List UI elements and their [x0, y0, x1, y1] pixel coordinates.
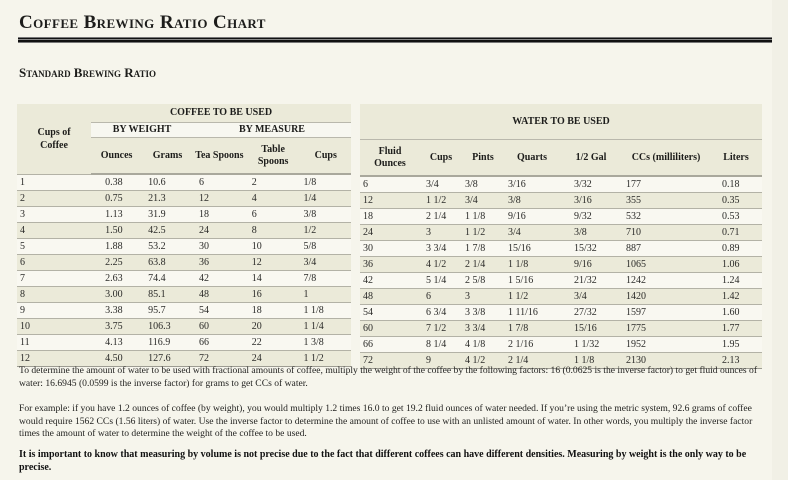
- table-cell: 1 1/2: [300, 351, 351, 367]
- table-cell: 1 7/8: [462, 241, 504, 257]
- table-cell: 2130: [622, 353, 710, 369]
- table-cell: 10: [246, 239, 301, 255]
- table-cell: 3/4: [420, 176, 462, 193]
- table-cell: 3/32: [560, 176, 622, 193]
- table-cell: 12: [246, 255, 301, 271]
- table-cell: 21/32: [560, 273, 622, 289]
- example-note: For example: if you have 1.2 ounces of coffee (by weight), you would multiply 1.2 times 16.0 to get 19.2 fluid ounces of water needed. If you’re using the metric system, 92.6 grams of coffee would require 1562 CCs (1.56 liters) of water. Use the inverse factor to determine the amount of coffee to use with an unlisted amount of water. In other words, you multiply the inverse factor times the amount of water to determine the weight of the coffee to be used.: [19, 403, 753, 439]
- table-cell: 3/4: [504, 225, 560, 241]
- table-cell: 6: [193, 174, 246, 191]
- table-cell: 42: [360, 273, 420, 289]
- col-half-gal: 1/2 Gal: [560, 140, 622, 177]
- table-cell: 85.1: [142, 287, 193, 303]
- table-cell: 3/8: [560, 225, 622, 241]
- table-cell: 1/4: [300, 191, 351, 207]
- table-row: [17, 319, 351, 335]
- table-cell: 95.7: [142, 303, 193, 319]
- by-weight-header: BY WEIGHT: [91, 123, 193, 138]
- table-cell: 9/16: [504, 209, 560, 225]
- table-cell: 3: [462, 289, 504, 305]
- table-cell: 1 1/8: [560, 353, 622, 369]
- table-cell: 1597: [622, 305, 710, 321]
- table-row: [17, 207, 351, 223]
- table-cell: 3 3/4: [462, 321, 504, 337]
- table-cell: 18: [193, 207, 246, 223]
- table-cell: 63.8: [142, 255, 193, 271]
- table-cell: 0.18: [710, 176, 762, 193]
- table-cell: 3: [17, 207, 91, 223]
- table-row: [360, 225, 762, 241]
- coffee-group-header: COFFEE TO BE USED: [169, 107, 273, 118]
- table-row: [17, 271, 351, 287]
- table-cell: 7: [17, 271, 91, 287]
- table-cell: 0.89: [710, 241, 762, 257]
- col-grams: Grams: [142, 138, 193, 175]
- table-cell: 4.50: [91, 351, 142, 367]
- table-cell: 3.38: [91, 303, 142, 319]
- table-cell: 3/8: [504, 193, 560, 209]
- table-cell: 9/16: [560, 257, 622, 273]
- table-cell: 2 1/4: [420, 209, 462, 225]
- table-cell: 2: [246, 174, 301, 191]
- table-cell: 15/32: [560, 241, 622, 257]
- col-table-spoons: Table Spoons: [246, 138, 301, 175]
- table-cell: 3/8: [300, 207, 351, 223]
- table-row: [360, 337, 762, 353]
- table-cell: 1: [300, 287, 351, 303]
- table-cell: 5 1/4: [420, 273, 462, 289]
- water-group-header: WATER TO BE USED: [360, 104, 762, 140]
- table-cell: 1 1/4: [300, 319, 351, 335]
- coffee-table: [17, 104, 351, 367]
- table-cell: 6: [17, 255, 91, 271]
- table-cell: 2.63: [91, 271, 142, 287]
- table-cell: 8: [246, 223, 301, 239]
- table-cell: 74.4: [142, 271, 193, 287]
- table-cell: 48: [193, 287, 246, 303]
- table-cell: 3 3/8: [462, 305, 504, 321]
- table-cell: 11: [17, 335, 91, 351]
- table-cell: 1.95: [710, 337, 762, 353]
- table-cell: 21.3: [142, 191, 193, 207]
- table-cell: 14: [246, 271, 301, 287]
- table-cell: 9: [17, 303, 91, 319]
- col-tea-spoons: Tea Spoons: [193, 138, 246, 175]
- table-cell: 1 1/2: [462, 225, 504, 241]
- table-row: [17, 303, 351, 319]
- table-row: [360, 193, 762, 209]
- table-cell: 10: [17, 319, 91, 335]
- table-row: [17, 255, 351, 271]
- col-fluid-ounces: Fluid Ounces: [360, 140, 420, 177]
- table-cell: 4 1/8: [462, 337, 504, 353]
- table-cell: 3/16: [560, 193, 622, 209]
- table-row: [360, 176, 762, 193]
- table-cell: 48: [360, 289, 420, 305]
- table-cell: 1065: [622, 257, 710, 273]
- table-cell: 4: [246, 191, 301, 207]
- table-cell: 9/32: [560, 209, 622, 225]
- table-cell: 1 1/2: [504, 289, 560, 305]
- table-cell: 0.53: [710, 209, 762, 225]
- col-ccs: CCs (milliliters): [622, 140, 710, 177]
- table-cell: 5/8: [300, 239, 351, 255]
- table-cell: 3: [420, 225, 462, 241]
- table-row: [360, 273, 762, 289]
- table-cell: 1.13: [91, 207, 142, 223]
- table-cell: 2.25: [91, 255, 142, 271]
- table-cell: 24: [246, 351, 301, 367]
- table-cell: 1.50: [91, 223, 142, 239]
- table-cell: 12: [17, 351, 91, 367]
- title-divider: [18, 37, 772, 43]
- table-cell: 1952: [622, 337, 710, 353]
- table-cell: 1.60: [710, 305, 762, 321]
- precision-warning: It is important to know that measuring by volume is not precise due to the fact that different coffees can have different densities. Measuring by weight is the only way to be precise.: [19, 449, 747, 473]
- table-cell: 0.75: [91, 191, 142, 207]
- table-cell: 1 7/8: [504, 321, 560, 337]
- table-cell: 12: [193, 191, 246, 207]
- table-cell: 5: [17, 239, 91, 255]
- table-cell: 6: [360, 176, 420, 193]
- table-cell: 1 1/8: [504, 257, 560, 273]
- table-cell: 4 1/2: [462, 353, 504, 369]
- table-cell: 1.42: [710, 289, 762, 305]
- table-cell: 1420: [622, 289, 710, 305]
- table-cell: 66: [193, 335, 246, 351]
- document-title: Coffee Brewing Ratio Chart: [19, 12, 266, 33]
- table-cell: 72: [360, 353, 420, 369]
- table-cell: 60: [193, 319, 246, 335]
- table-cell: 9: [420, 353, 462, 369]
- table-cell: 116.9: [142, 335, 193, 351]
- table-cell: 3/4: [560, 289, 622, 305]
- table-row: [17, 174, 351, 191]
- water-table: [360, 104, 762, 369]
- table-cell: 31.9: [142, 207, 193, 223]
- table-cell: 1 1/2: [420, 193, 462, 209]
- table-cell: 4: [17, 223, 91, 239]
- table-cell: 6: [420, 289, 462, 305]
- table-cell: 0.38: [91, 174, 142, 191]
- table-cell: 10.6: [142, 174, 193, 191]
- table-row: [17, 239, 351, 255]
- table-cell: 1.77: [710, 321, 762, 337]
- table-cell: 1/8: [300, 174, 351, 191]
- table-cell: 36: [360, 257, 420, 273]
- col-liters: Liters: [710, 140, 762, 177]
- table-row: [17, 223, 351, 239]
- table-cell: 2 1/4: [462, 257, 504, 273]
- table-row: [17, 287, 351, 303]
- table-cell: 1 3/8: [300, 335, 351, 351]
- table-cell: 15/16: [504, 241, 560, 257]
- table-cell: 3/8: [462, 176, 504, 193]
- table-cell: 54: [360, 305, 420, 321]
- table-cell: 1775: [622, 321, 710, 337]
- section-heading: Standard Brewing Ratio: [19, 65, 156, 80]
- table-cell: 6 3/4: [420, 305, 462, 321]
- table-cell: 27/32: [560, 305, 622, 321]
- table-row: [360, 305, 762, 321]
- table-cell: 6: [246, 207, 301, 223]
- table-cell: 3.00: [91, 287, 142, 303]
- table-cell: 887: [622, 241, 710, 257]
- table-cell: 53.2: [142, 239, 193, 255]
- table-cell: 72: [193, 351, 246, 367]
- table-cell: 60: [360, 321, 420, 337]
- conversion-factors-note: To determine the amount of water to be used with fractional amounts of coffee, multiply the weight of the coffee by the following factors: 16 (0.0625 is the inverse factor) to get fluid ounces of water: 16.6945 (0.0599 is the inverse factor) for grams to get CCs of water.: [19, 365, 758, 389]
- table-cell: 2: [17, 191, 91, 207]
- table-cell: 177: [622, 176, 710, 193]
- table-cell: 2 1/16: [504, 337, 560, 353]
- table-row: [360, 257, 762, 273]
- table-cell: 3/4: [300, 255, 351, 271]
- table-cell: 127.6: [142, 351, 193, 367]
- table-cell: 3 3/4: [420, 241, 462, 257]
- table-cell: 1.06: [710, 257, 762, 273]
- table-cell: 1.88: [91, 239, 142, 255]
- table-cell: 1 1/32: [560, 337, 622, 353]
- table-cell: 1 1/8: [462, 209, 504, 225]
- table-cell: 8 1/4: [420, 337, 462, 353]
- table-cell: 3.75: [91, 319, 142, 335]
- table-row: [360, 321, 762, 337]
- table-cell: 7/8: [300, 271, 351, 287]
- table-row: [17, 191, 351, 207]
- col-pints: Pints: [462, 140, 504, 177]
- by-measure-header: BY MEASURE: [193, 123, 351, 138]
- table-cell: 66: [360, 337, 420, 353]
- table-cell: 24: [360, 225, 420, 241]
- table-cell: 54: [193, 303, 246, 319]
- table-row: [360, 289, 762, 305]
- table-cell: 8: [17, 287, 91, 303]
- table-cell: 22: [246, 335, 301, 351]
- table-row: [17, 335, 351, 351]
- table-cell: 18: [246, 303, 301, 319]
- table-cell: 532: [622, 209, 710, 225]
- col-water-cups: Cups: [420, 140, 462, 177]
- table-cell: 2 5/8: [462, 273, 504, 289]
- table-cell: 42: [193, 271, 246, 287]
- table-cell: 18: [360, 209, 420, 225]
- table-cell: 15/16: [560, 321, 622, 337]
- table-cell: 355: [622, 193, 710, 209]
- table-cell: 3/4: [462, 193, 504, 209]
- table-cell: 16: [246, 287, 301, 303]
- table-cell: 1242: [622, 273, 710, 289]
- table-row: [360, 209, 762, 225]
- col-ounces: Ounces: [91, 138, 142, 175]
- water-table-container: [360, 104, 762, 369]
- table-cell: 1.24: [710, 273, 762, 289]
- cups-of-coffee-header: Cups of Coffee: [37, 126, 71, 151]
- table-cell: 1 5/16: [504, 273, 560, 289]
- table-cell: 0.71: [710, 225, 762, 241]
- table-cell: 4 1/2: [420, 257, 462, 273]
- table-cell: 0.35: [710, 193, 762, 209]
- table-row: [360, 241, 762, 257]
- table-cell: 4.13: [91, 335, 142, 351]
- table-cell: 24: [193, 223, 246, 239]
- table-cell: 2.13: [710, 353, 762, 369]
- table-cell: 7 1/2: [420, 321, 462, 337]
- table-cell: 1 11/16: [504, 305, 560, 321]
- table-cell: 42.5: [142, 223, 193, 239]
- table-cell: 106.3: [142, 319, 193, 335]
- table-cell: 2 1/4: [504, 353, 560, 369]
- col-quarts: Quarts: [504, 140, 560, 177]
- col-cups: Cups: [300, 138, 351, 175]
- table-cell: 1 1/8: [300, 303, 351, 319]
- table-cell: 710: [622, 225, 710, 241]
- coffee-table-container: [17, 104, 351, 367]
- table-cell: 36: [193, 255, 246, 271]
- table-cell: 20: [246, 319, 301, 335]
- table-cell: 30: [360, 241, 420, 257]
- table-cell: 1/2: [300, 223, 351, 239]
- table-cell: 12: [360, 193, 420, 209]
- table-cell: 1: [17, 174, 91, 191]
- table-cell: 30: [193, 239, 246, 255]
- table-cell: 3/16: [504, 176, 560, 193]
